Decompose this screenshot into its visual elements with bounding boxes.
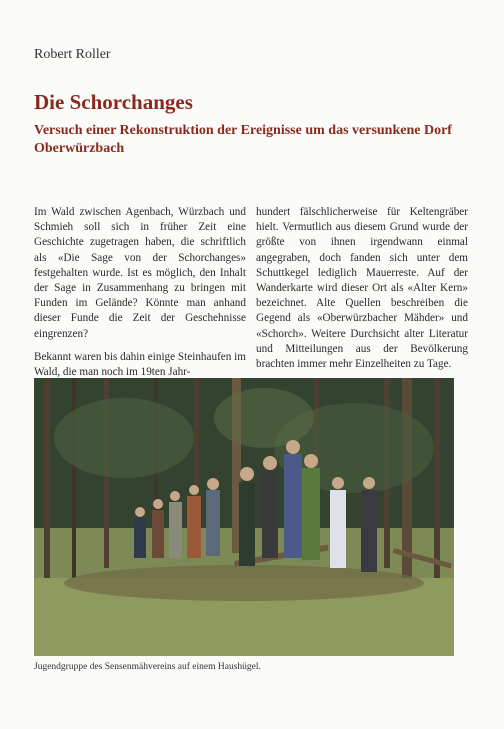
paragraph: Im Wald zwischen Agenbach, Würzbach und Schmieh soll sich in früher Zeit eine Geschichte zugetragen haben, die schriftlich als «Die Sage von der Schorchanges» festgehalten wurde. Ist es möglich, den Inhalt der Sage in Zusammenhang zu bringen mit Funden im Gelände? Könnte man anhand dieser Funde die Zeit der Geschehnisse eingrenzen? [34,206,246,340]
group-photo [34,378,454,656]
paragraph: hundert fälschlicherweise für Keltengräber hielt. Vermutlich aus diesem Grund wurde der größte von ihnen irgendwann einmal angegraben, doch fanden sich unter dem Schuttkegel lediglich Mauerreste. Auf der Wanderkarte wird dieser Ort als «Alter Kern» bezeichnet. Alte Quellen beschreiben die Gegend als «Oberwürzbacher Mähder» und «Schorch». Weitere Durchsicht alter Literatur und Mitteilungen aus der Bevölkerung brachten immer mehr Einzelheiten zu Tage. [256,206,468,371]
text-column-right [256,205,468,380]
article-title: Die Schorchanges [34,90,193,114]
author-name: Robert Roller [34,47,111,62]
forest-photo-illustration [34,378,454,656]
paragraph: Bekannt waren bis dahin einige Steinhaufen im Wald, die man noch im 19ten Jahr- [34,350,246,379]
photo-caption: Jugendgruppe des Sensenmähvereins auf einem Haushügel. [34,662,261,672]
article-subtitle: Versuch einer Rekonstruktion der Ereignisse um das versunkene Dorf Oberwürzbach [34,123,452,156]
text-column-left [34,205,246,388]
